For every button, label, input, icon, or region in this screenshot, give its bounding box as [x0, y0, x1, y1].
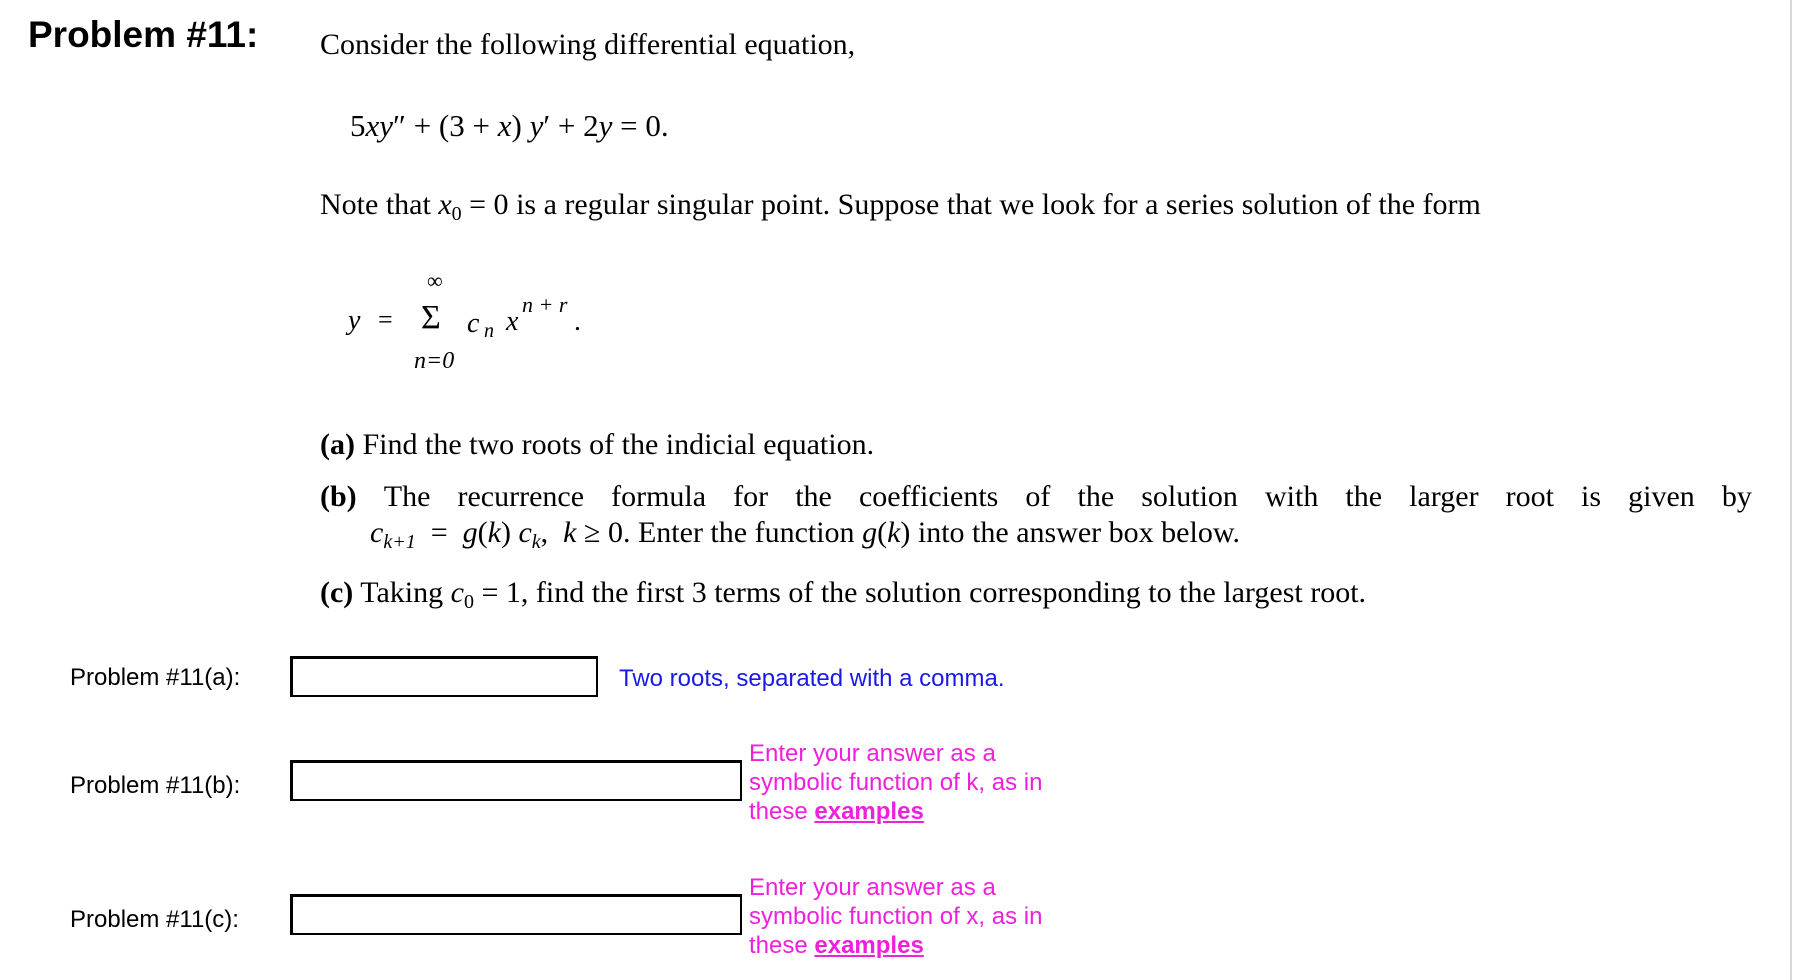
part-b-word: root	[1505, 480, 1554, 513]
answer-a-label: Problem #11(a):	[70, 664, 241, 691]
right-border-line	[1790, 0, 1792, 980]
part-a	[320, 428, 874, 462]
series-exponent: n + r	[522, 292, 568, 317]
part-b-line1	[320, 480, 1752, 514]
part-b-word: for	[733, 480, 769, 513]
differential-equation: 5xy″ + (3 + x) y′ + 2y = 0.	[350, 108, 669, 143]
note-text: Note that $x_0 = 0$ is a regular singular point. Suppose that we look for a series solution of the form	[320, 188, 1481, 225]
series-coefficient: c	[467, 308, 480, 339]
part-c-label: (c)	[320, 576, 354, 609]
part-b-word: solution	[1141, 480, 1238, 513]
part-b-word: the	[1345, 480, 1383, 513]
part-b-word: recurrence	[457, 480, 585, 513]
series-variable: x	[506, 306, 519, 337]
part-b-word: with	[1265, 480, 1319, 513]
part-b-label: (b)	[320, 480, 357, 513]
part-b-word: by	[1721, 480, 1752, 513]
part-b-word: coefficients	[858, 480, 999, 513]
problem-intro: Consider the following differential equation,	[320, 28, 856, 61]
part-c: (c) Taking $c_0 = 1$, find the first 3 terms of the solution corresponding to the largest root.	[320, 576, 1367, 613]
part-b-word: larger	[1409, 480, 1479, 513]
answer-b-input[interactable]	[290, 760, 742, 801]
part-a-text: Find the two roots of the indicial equation.	[362, 428, 875, 461]
part-b-word: The	[383, 480, 431, 513]
part-b-line2: $c_{k+1} = g(k)$ $c_k$, k ≥ 0. Enter the function g(k) into the answer box below.	[370, 516, 1241, 553]
problem-heading: Problem #11:	[28, 14, 259, 55]
answer-b-label: Problem #11(b):	[70, 772, 241, 799]
series-coefficient-sub: n	[484, 320, 494, 342]
part-b-word: formula	[611, 480, 707, 513]
examples-link[interactable]: examples	[814, 798, 924, 825]
answer-c-label: Problem #11(c):	[70, 906, 239, 933]
series-lower-limit: n=0	[414, 348, 455, 374]
part-b-word: given	[1628, 480, 1695, 513]
part-a-label: (a)	[320, 428, 355, 461]
series-upper-limit: ∞	[427, 268, 443, 293]
answer-b-hint: Enter your answer as a symbolic function of k, as in these examples	[749, 740, 1043, 825]
answer-a-input[interactable]	[290, 656, 598, 697]
series-end: .	[574, 306, 581, 337]
answer-c-hint: Enter your answer as a symbolic function of x, as in these examples	[749, 874, 1043, 959]
sigma-symbol: Σ	[421, 299, 441, 336]
answer-a-hint: Two roots, separated with a comma.	[619, 665, 1005, 692]
part-b-word: the	[1077, 480, 1115, 513]
series-equals: =	[378, 305, 393, 334]
part-b-word: of	[1025, 480, 1051, 513]
answer-c-input[interactable]	[290, 894, 742, 935]
series-lhs: y	[348, 305, 361, 336]
part-b-word: is	[1581, 480, 1602, 513]
examples-link[interactable]: examples	[814, 932, 924, 959]
part-b-word: the	[795, 480, 832, 513]
